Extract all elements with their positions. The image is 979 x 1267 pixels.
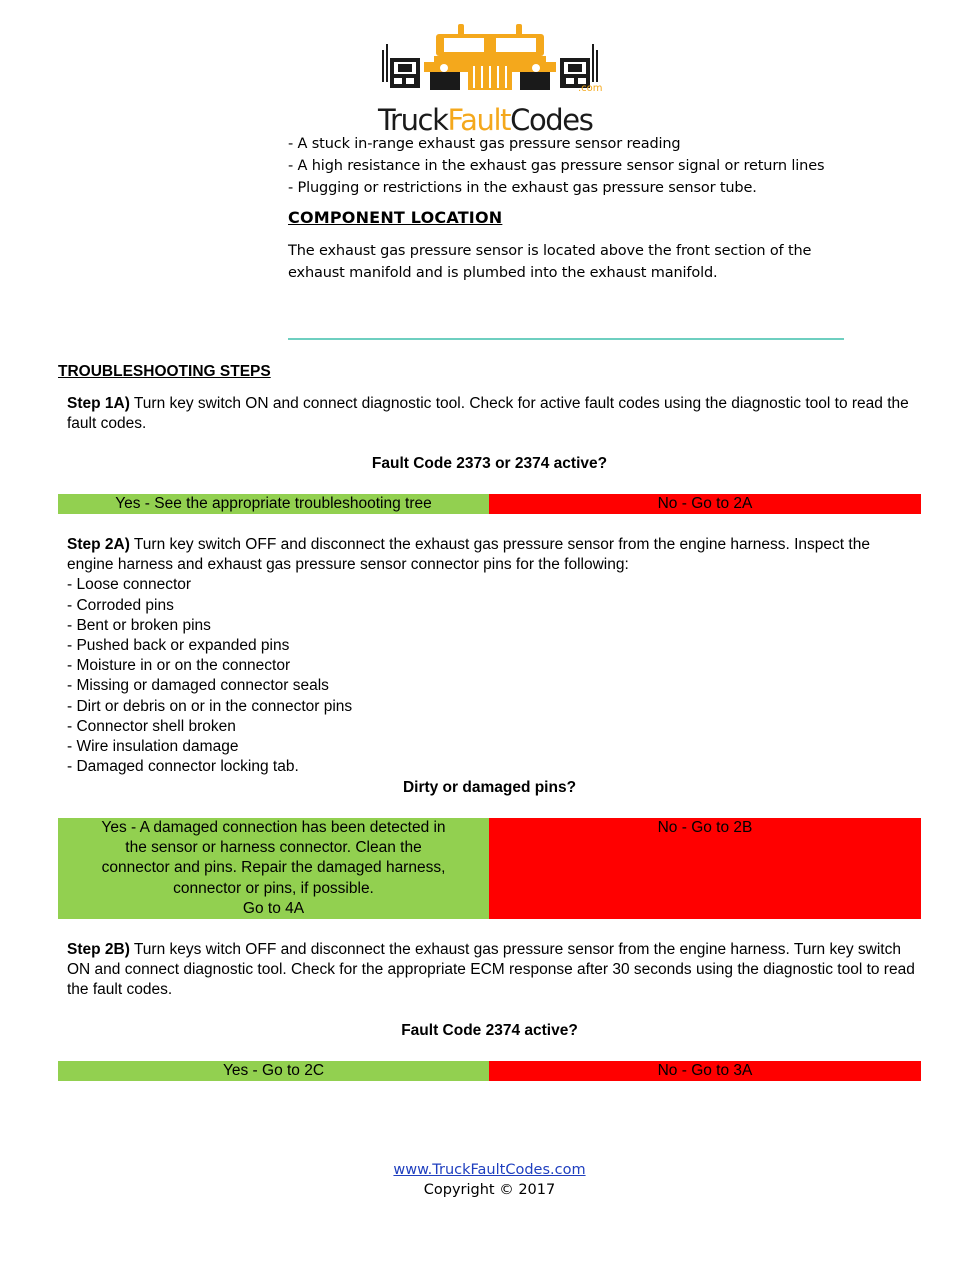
step-2a-no: No - Go to 2B — [489, 818, 921, 919]
cause-item: - Plugging or restrictions in the exhaust gas pressure sensor tube. — [288, 180, 757, 196]
inspect-item: - Loose connector — [67, 576, 192, 594]
step-2b-yes: Yes - Go to 2C — [58, 1061, 489, 1081]
step-2a-question: Dirty or damaged pins? — [402, 779, 577, 796]
logo-text-fault: Fault — [447, 103, 511, 137]
inspect-item: - Wire insulation damage — [67, 738, 239, 756]
logo-wordmark — [378, 103, 602, 137]
cause-item: - A stuck in-range exhaust gas pressure sensor reading — [288, 136, 681, 152]
step-2a-yes — [58, 818, 489, 919]
step-2a-text: Turn key switch OFF and disconnect the exhaust gas pressure sensor from the engine harness. Inspect the engine harness and exhaust gas pressure sensor connector pins for the following: — [67, 536, 870, 574]
step-2b-question: Fault Code 2374 active? — [401, 1022, 578, 1039]
inspect-item: - Connector shell broken — [67, 717, 236, 735]
step-2a-yes-line: the sensor or harness connector. Clean the — [125, 839, 422, 857]
step-1a-label: Step 1A) — [67, 395, 130, 412]
step-2b — [67, 940, 917, 1001]
step-2b-answers — [58, 1061, 921, 1081]
section-divider — [288, 338, 844, 340]
inspect-item: - Corroded pins — [67, 596, 174, 614]
inspect-item: - Bent or broken pins — [67, 616, 211, 634]
step-2a — [67, 535, 917, 777]
truckfaultcodes-logo — [378, 20, 602, 137]
logo-text-truck: Truck — [378, 103, 448, 137]
step-1a-question: Fault Code 2373 or 2374 active? — [371, 455, 608, 472]
step-2a-yes-line: Yes - A damaged connection has been detected in — [101, 819, 446, 836]
component-location-heading: COMPONENT LOCATION — [288, 208, 503, 227]
step-2a-answers — [58, 818, 921, 919]
step-2b-text: Turn keys witch OFF and disconnect the exhaust gas pressure sensor from the engine harness. Turn key switch ON and connect diagnostic tool. Check for the appropriate ECM response after 30 seconds using the diagnostic tool to read the fault codes. — [67, 941, 915, 999]
step-2a-label: Step 2A) — [67, 536, 130, 553]
step-1a-answers — [58, 494, 921, 514]
step-2b-no: No - Go to 3A — [489, 1061, 921, 1081]
step-2a-yes-line: Go to 4A — [242, 899, 305, 917]
inspect-item: - Dirt or debris on or in the connector pins — [67, 697, 353, 715]
inspect-item: - Pushed back or expanded pins — [67, 637, 290, 655]
step-1a-no: No - Go to 2A — [489, 494, 921, 514]
step-1a — [67, 394, 917, 434]
step-2b-label: Step 2B) — [67, 941, 130, 958]
troubleshooting-heading: TROUBLESHOOTING STEPS — [58, 363, 271, 380]
inspect-item: - Moisture in or on the connector — [67, 657, 291, 675]
copyright-text: Copyright © 2017 — [423, 1182, 556, 1198]
inspect-item: - Missing or damaged connector seals — [67, 677, 329, 695]
footer-link-wrap — [0, 1161, 979, 1179]
component-location-text: The exhaust gas pressure sensor is located above the front section of the exhaust manifold and is plumbed into the exhaust manifold. — [288, 243, 812, 281]
step-2a-yes-line: connector and pins. Repair the damaged harness, — [101, 859, 446, 877]
truck-icon — [378, 20, 602, 92]
step-2a-yes-line: connector or pins, if possible. — [173, 879, 374, 897]
website-link[interactable]: www.TruckFaultCodes.com — [393, 1162, 586, 1178]
inspect-item: - Damaged connector locking tab. — [67, 758, 299, 776]
step-1a-text: Turn key switch ON and connect diagnostic tool. Check for active fault codes using the diagnostic tool to read the fault codes. — [67, 395, 909, 433]
logo-dotcom: .com — [578, 83, 603, 94]
cause-item: - A high resistance in the exhaust gas pressure sensor signal or return lines — [288, 158, 825, 174]
step-1a-yes: Yes - See the appropriate troubleshooting tree — [58, 494, 489, 514]
causes-list — [288, 133, 848, 199]
logo-text-codes: Codes — [510, 103, 593, 137]
